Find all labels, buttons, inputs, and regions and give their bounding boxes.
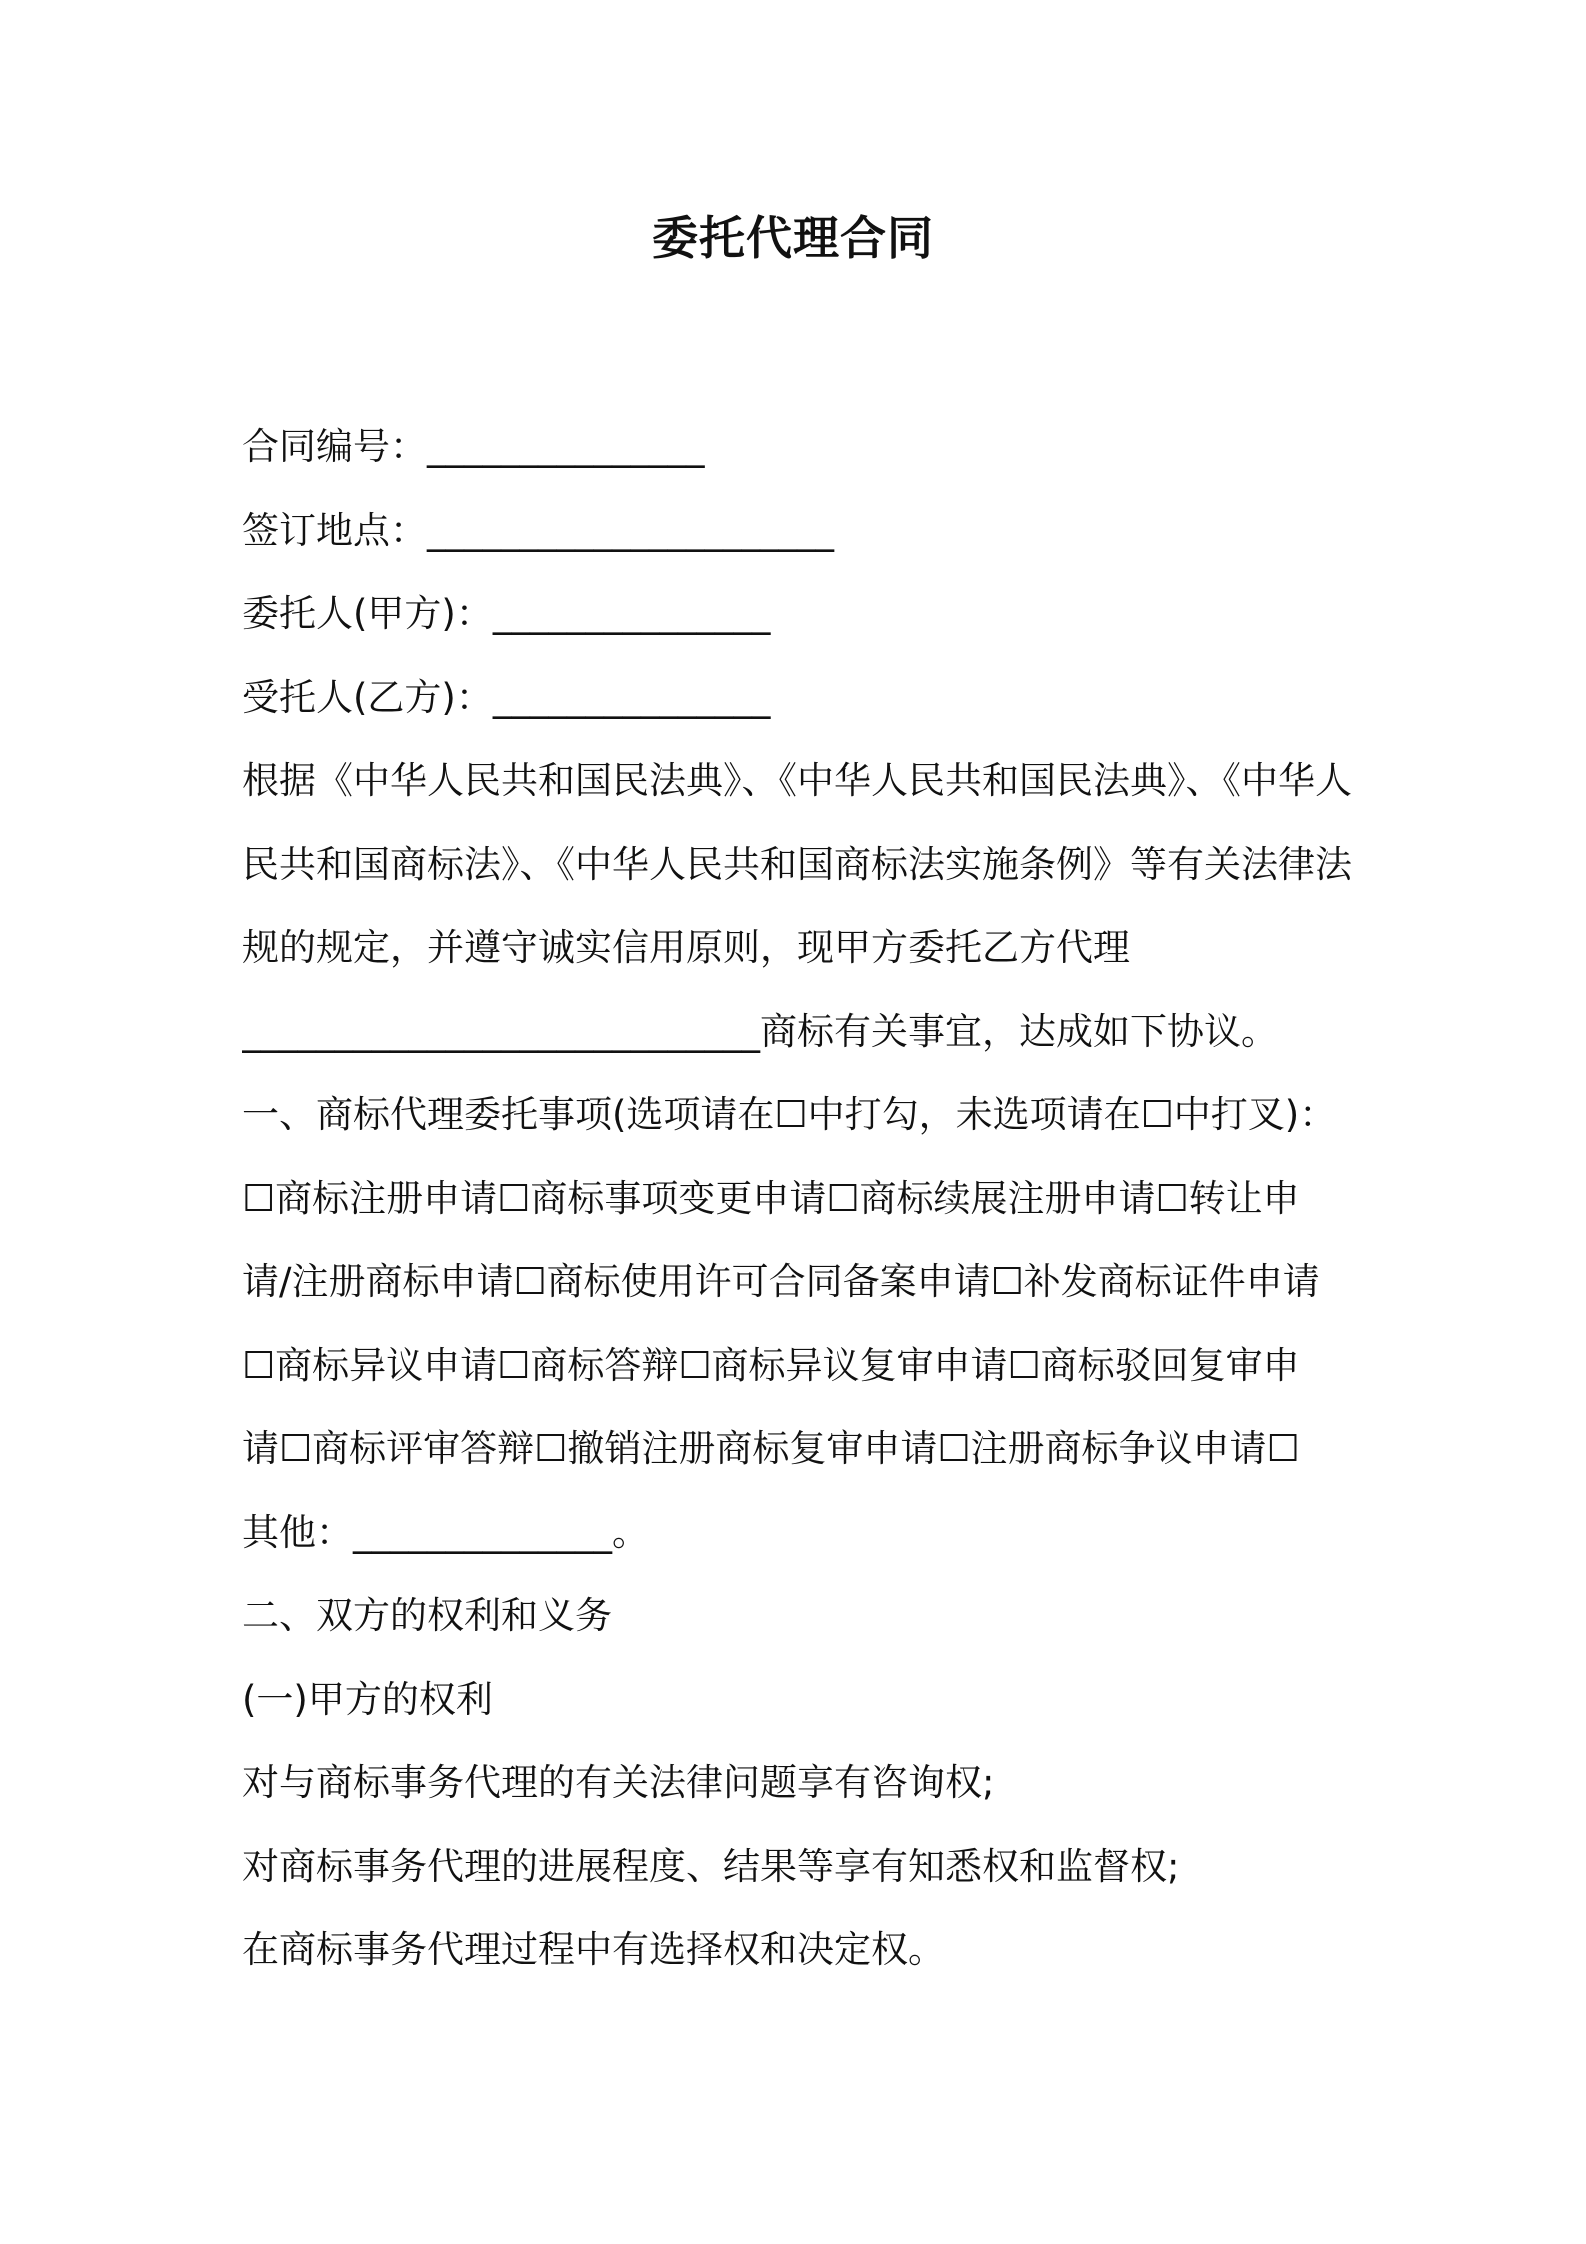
checkbox-options-line: 请/注册商标申请☐商标使用许可合同备案申请☐补发商标证件申请 bbox=[242, 1260, 1320, 1303]
contract-number-line: 合同编号：_______________ bbox=[242, 425, 705, 468]
section-one-heading: 一、商标代理委托事项(选项请在☐中打勾，未选项请在☐中打叉)： bbox=[242, 1093, 1337, 1136]
principal-party-a-line: 委托人(甲方)：_______________ bbox=[242, 592, 771, 635]
preamble-line: 规的规定，并遵守诚实信用原则，现甲方委托乙方代理 bbox=[242, 926, 1130, 969]
subsection-heading: (一)甲方的权利 bbox=[242, 1677, 493, 1721]
right-item: 对商标事务代理的进展程度、结果等享有知悉权和监督权; bbox=[242, 1844, 1180, 1888]
preamble-line: 根据《中华人民共和国民法典》、《中华人民共和国民法典》、《中华人 bbox=[242, 759, 1352, 802]
checkbox-options-line: ☐商标注册申请☐商标事项变更申请☐商标续展注册申请☐转让申 bbox=[242, 1176, 1300, 1220]
preamble-line: 民共和国商标法》、《中华人民共和国商标法实施条例》等有关法律法 bbox=[242, 842, 1352, 886]
preamble-line: ____________________________商标有关事宜，达成如下协议。 bbox=[242, 1009, 1278, 1053]
section-two-heading: 二、双方的权利和义务 bbox=[242, 1594, 612, 1637]
signing-place-line: 签订地点：______________________ bbox=[242, 508, 834, 552]
other-option-line: 其他：______________。 bbox=[242, 1510, 649, 1554]
document-title: 委托代理合同 bbox=[652, 211, 934, 265]
right-item: 在商标事务代理过程中有选择权和决定权。 bbox=[242, 1928, 945, 1971]
checkbox-options-line: 请☐商标评审答辩☐撤销注册商标复审申请☐注册商标争议申请☐ bbox=[242, 1427, 1300, 1470]
agent-party-b-line: 受托人(乙方)：_______________ bbox=[242, 675, 771, 719]
checkbox-options-line: ☐商标异议申请☐商标答辩☐商标异议复审申请☐商标驳回复审申 bbox=[242, 1343, 1300, 1387]
document-body bbox=[242, 405, 1352, 1992]
right-item: 对与商标事务代理的有关法律问题享有咨询权; bbox=[242, 1761, 995, 1804]
